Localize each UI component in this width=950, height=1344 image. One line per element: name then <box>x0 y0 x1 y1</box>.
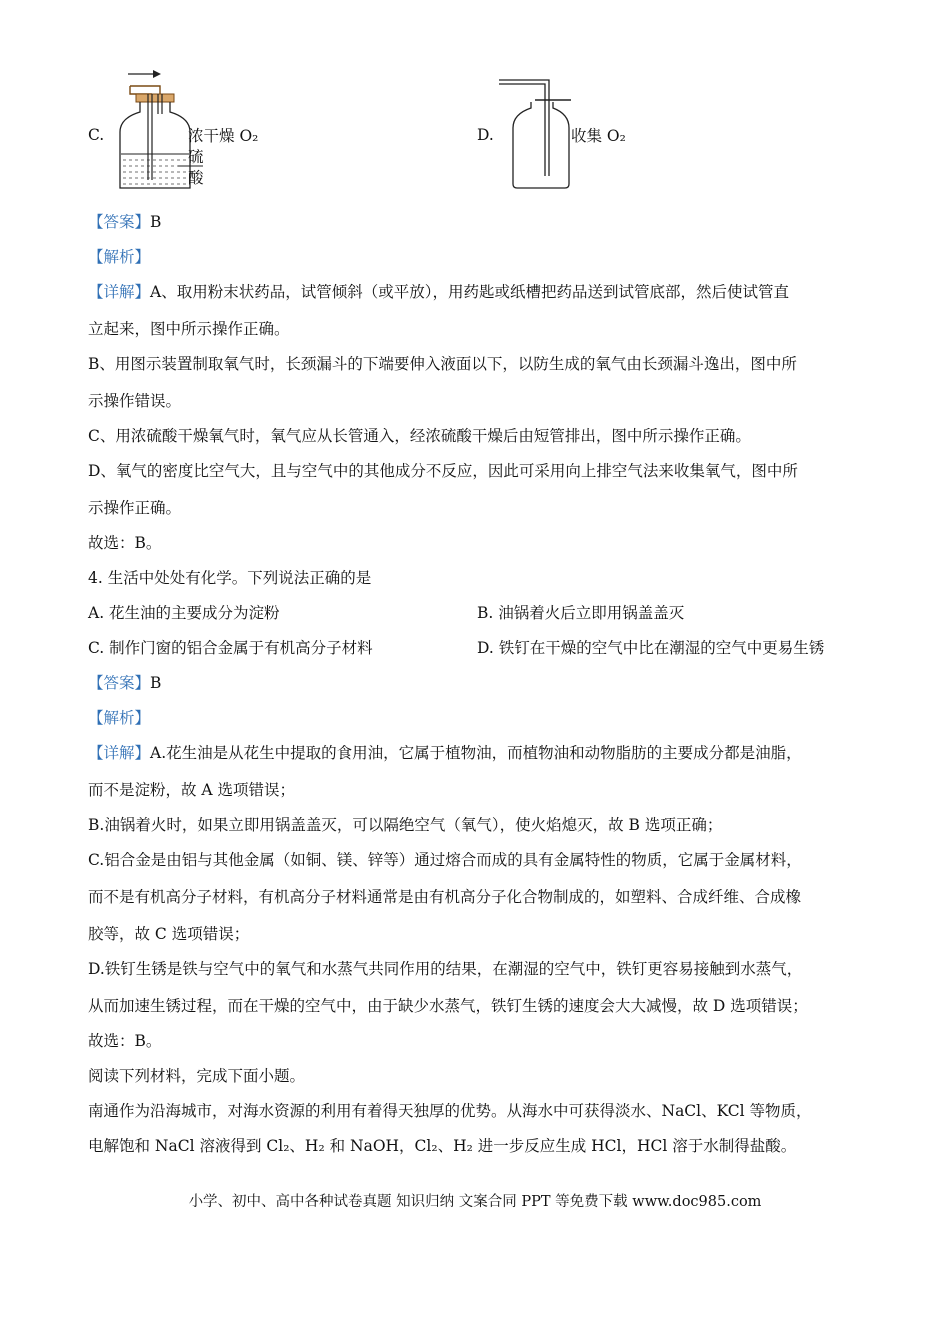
q4-stem: 4. 生活中处处有化学。下列说法正确的是 <box>88 569 372 587</box>
detail-tag: 【详解】 <box>88 744 151 762</box>
detail-text: A、取用粉末状药品，试管倾斜（或平放），用药匙或纸槽把药品送到试管底部，然后使试管直 <box>150 283 789 301</box>
answer-tag: 【答案】 <box>88 674 151 692</box>
q3-detail-d1: D、氧气的密度比空气大，且与空气中的其他成分不反应，因此可采用向上排空气法来收集氧气，图中所 <box>88 462 798 480</box>
figure-c-caption-1 <box>188 126 258 147</box>
q4-detail-a2: 而不是淀粉，故 A 选项错误； <box>88 781 296 799</box>
q4-answer <box>88 673 161 693</box>
q4-option-a: A. 花生油的主要成分为淀粉 <box>88 604 280 622</box>
q4-option-b: B. 油锅着火后立即用锅盖盖灭 <box>477 604 685 622</box>
q4-detail-c1: C.铝合金是由铝与其他金属（如铜、镁、锌等）通过熔合而成的具有金属特性的物质，它属于金属材料， <box>88 851 802 869</box>
q4-detail-c2: 而不是有机高分子材料，有机高分子材料通常是由有机高分子化合物制成的，如塑料、合成纤维、合成橡 <box>88 888 802 906</box>
q3-detail-b2: 示操作错误。 <box>88 392 182 410</box>
detail-text: A.花生油是从花生中提取的食用油，它属于植物油，而植物油和动物脂肪的主要成分都是油脂， <box>150 744 802 762</box>
q4-analysis-tag: 【解析】 <box>88 709 151 727</box>
answer-value: B <box>150 674 162 692</box>
answer-tag: 【答案】 <box>88 213 151 231</box>
figure-c-label: C. <box>88 126 105 144</box>
q4-option-d: D. 铁钉在干燥的空气中比在潮湿的空气中更易生锈 <box>477 639 825 657</box>
q3-detail-a1 <box>88 282 789 302</box>
q3-conclusion: 故选：B。 <box>88 534 162 552</box>
q4-detail-a1 <box>88 743 802 763</box>
reading-para-1: 南通作为沿海城市，对海水资源的利用有着得天独厚的优势。从海水中可获得淡水、NaCl、KCl 等物质， <box>88 1102 812 1120</box>
q4-detail-d2: 从而加速生锈过程，而在干燥的空气中，由于缺少水蒸气，铁钉生锈的速度会大大减慢，故 D 选项错误； <box>88 997 808 1015</box>
figure-c-caption-right: 干燥 O₂ <box>203 127 259 145</box>
reading-intro: 阅读下列材料，完成下面小题。 <box>88 1067 306 1085</box>
figure-c-caption-left: 浓 <box>188 127 204 145</box>
answer-value: B <box>150 213 162 231</box>
figure-d-label: D. <box>477 126 494 144</box>
page-footer: 小学、初中、高中各种试卷真题 知识归纳 文案合同 PPT 等免费下载 www.doc985.com <box>188 1194 762 1210</box>
q4-detail-b1: B.油锅着火时，如果立即用锅盖盖灭，可以隔绝空气（氧气），使火焰熄灭，故 B 选项正确； <box>88 816 723 834</box>
figure-c-caption-2: 硫 <box>188 148 204 166</box>
q4-option-c: C. 制作门窗的铝合金属于有机高分子材料 <box>88 639 373 657</box>
figure-d <box>477 76 677 191</box>
q3-answer <box>88 212 161 232</box>
q4-detail-d1: D.铁钉生锈是铁与空气中的氧气和水蒸气共同作用的结果，在潮湿的空气中，铁钉更容易接触到水蒸气， <box>88 960 803 978</box>
q3-detail-a2: 立起来，图中所示操作正确。 <box>88 320 290 338</box>
q4-detail-c3: 胶等，故 C 选项错误； <box>88 925 250 943</box>
figure-c <box>88 64 288 194</box>
reading-para-2: 电解饱和 NaCl 溶液得到 Cl₂、H₂ 和 NaOH，Cl₂、H₂ 进一步反应生成 HCl，HCl 溶于水制得盐酸。 <box>88 1137 797 1155</box>
figure-d-caption: 收集 O₂ <box>571 127 626 145</box>
q3-detail-d2: 示操作正确。 <box>88 499 182 517</box>
q3-detail-b1: B、用图示装置制取氧气时，长颈漏斗的下端要伸入液面以下，以防生成的氧气由长颈漏斗逸出，图中所 <box>88 355 797 373</box>
q4-conclusion: 故选：B。 <box>88 1032 162 1050</box>
figure-c-caption-3: 酸 <box>188 169 204 187</box>
detail-tag: 【详解】 <box>88 283 151 301</box>
q3-detail-c1: C、用浓硫酸干燥氧气时，氧气应从长管通入，经浓硫酸干燥后由短管排出，图中所示操作正确。 <box>88 427 751 445</box>
q3-analysis-tag: 【解析】 <box>88 248 151 266</box>
